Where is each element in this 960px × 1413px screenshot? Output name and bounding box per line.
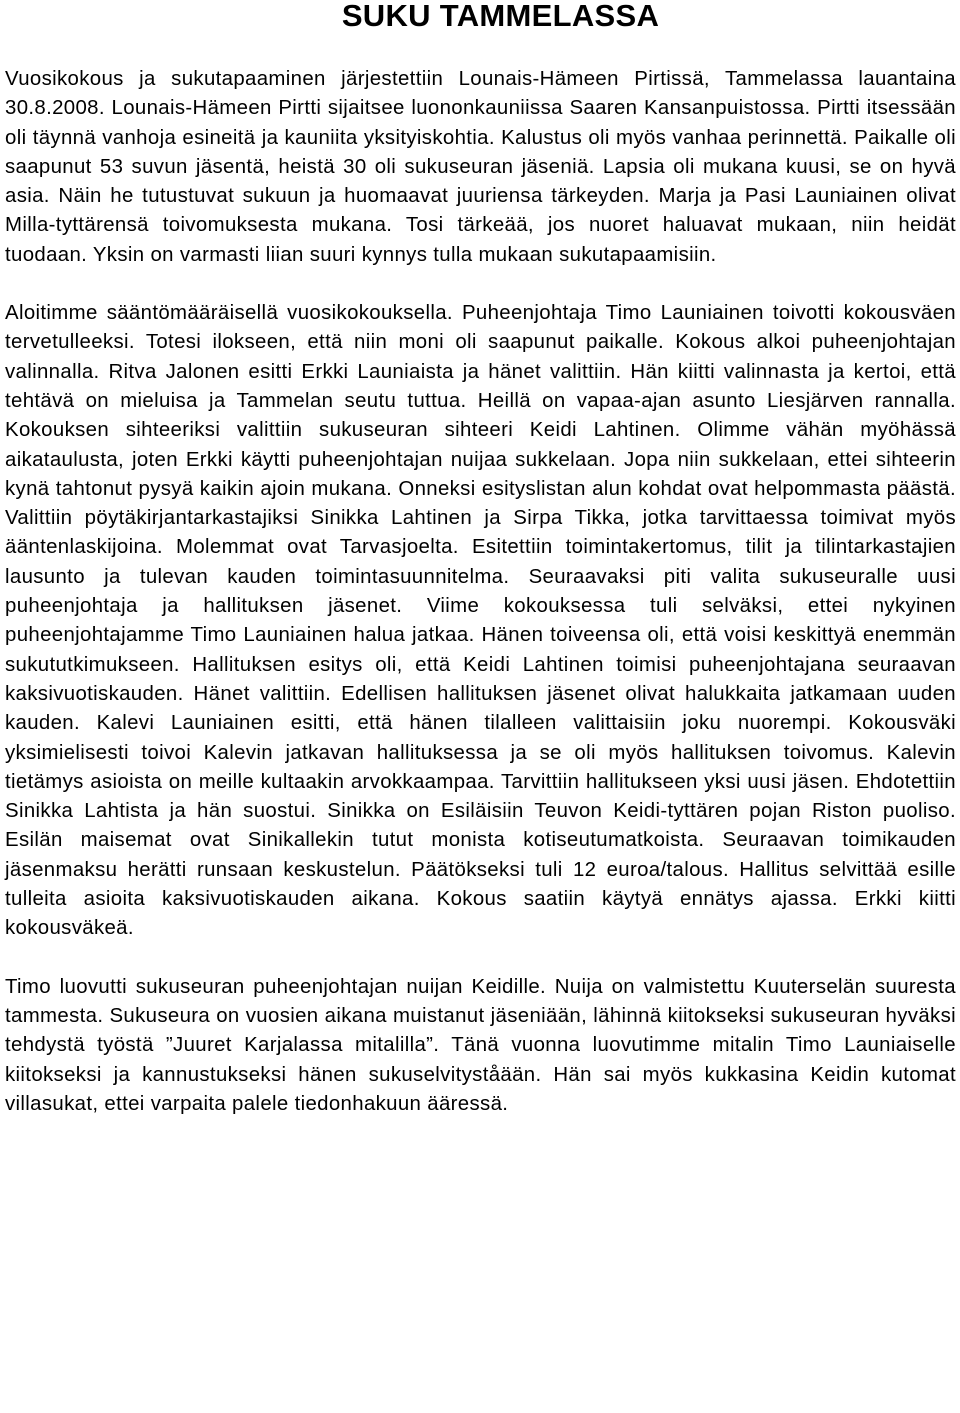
- page-title: SUKU TAMMELASSA: [341, 0, 660, 33]
- paragraph-intro: Vuosikokous ja sukutapaaminen järjestettiin Lounais-Hämeen Pirtissä, Tammelassa lauantaina 30.8.2008. Lounais-Hämeen Pirtti sijaitsee luononkauniissa Saaren Kansanpuistossa. Pirtti itsessään oli täynnä vanhoja esineitä ja kauniita yksityiskohtia. Kalustus oli myös vanhaa perinnettä. Paikalle oli saapunut 53 suvun jäsentä, heistä 30 oli sukuseuran jäseniä. Lapsia oli mukana kuusi, se on hyvä asia. Näin he tutustuvat sukuun ja huomaavat juuriensa tärkeyden. Marja ja Pasi Launiainen olivat Milla-tyttärensä toivomuksesta mukana. Tosi tärkeää, jos nuoret haluavat mukaan, niin heidät tuodaan. Yksin on varmasti liian suuri kynnys tulla mukaan sukutapaamisiin.: [5, 68, 956, 266]
- paragraph-meeting: Aloitimme sääntömääräisellä vuosikokouksella. Puheenjohtaja Timo Launiainen toivotti kokousväen tervetulleeksi. Totesi ilokseen, että niin moni oli saapunut paikalle. Kokous alkoi puheenjohtajan valinnalla. Ritva Jalonen esitti Erkki Launiaista ja hänet valittiin. Hän kiitti valinnasta ja kertoi, että tehtävä on mieluisa ja Tammelan seutu tuttua. Heillä on vapaa-ajan asunto Liesjärven rannalla. Kokouksen sihteeriksi valittiin sukuseuran sihteeri Keidi Lahtinen. Olimme vähän myöhässä aikataulusta, joten Erkki käytti puheenjohtajan nuijaa sukkelaan. Jopa niin sukkelaan, ettei sihteerin kynä tahtonut pysyä kaikin ajoin mukana. Onneksi esityslistan alun kohdat ovat helpommasta päästä. Valittiin pöytäkirjantarkastajiksi Sinikka Lahtinen ja Sirpa Tikka, jotka tarvittaessa toimivat myös ääntenlaskijoina. Molemmat ovat Tarvasjoelta. Esitettiin toimintakertomus, tilit ja tilintarkastajien lausunto ja tulevan kauden toimintasuunnitelma. Seuraavaksi piti valita sukuseuralle uusi puheenjohtaja ja hallituksen jäsenet. Viime kokouksessa tuli selväksi, ettei nykyinen puheenjohtajamme Timo Launiainen halua jatkaa. Hänen toiveensa oli, että voisi keskittyä enemmän sukututkimukseen. Hallituksen esitys oli, että Keidi Lahtinen toimisi puheenjohtajana seuraavan kaksivuotiskauden. Hänet valittiin. Edellisen hallituksen jäsenet olivat halukkaita jatkamaan uuden kauden. Kalevi Launiainen esitti, että hänen tilalleen valittaisiin joku nuorempi. Kokousväki yksimielisesti toivoi Kalevin jatkavan hallituksessa ja se oli myös hallituksen toivomus. Kalevin tietämys asioista on meille kultaakin arvokkaampaa. Tarvittiin hallitukseen yksi uusi jäsen. Ehdotettiin Sinikka Lahtista ja hän suostui. Sinikka on Esiläisiin Teuvon Keidi-tyttären pojan Riston puoliso. Esilän maisemat ovat Sinikallekin tutut monista kotiseutumatkoista. Seuraavan toimikauden jäsenmaksu herätti runsaan keskustelun. Päätökseksi tuli 12 euroa/talous. Hallitus selvittää esille tulleita asioita kaksivuotiskauden aikana. Kokous saatiin käytyä ennätys ajassa. Erkki kiitti kokousväkeä.: [5, 302, 956, 940]
- paragraph-gavel: Timo luovutti sukuseuran puheenjohtajan nuijan Keidille. Nuija on valmistettu Kuuterselän suuresta tammesta. Sukuseura on vuosien aikana muistanut jäseniään, lähinnä kiitokseksi sukuseuran hyväksi tehdystä työstä ”Juuret Karjalassa mitalilla”. Tänä vuonna luovutimme mitalin Timo Launiaiselle kiitokseksi ja kannustukseksi hänen sukuselvityståään. Hän sai myös kukkasina Keidin kutomat villasukat, ettei varpaita palele tiedonhakuun ääressä.: [5, 975, 956, 1115]
